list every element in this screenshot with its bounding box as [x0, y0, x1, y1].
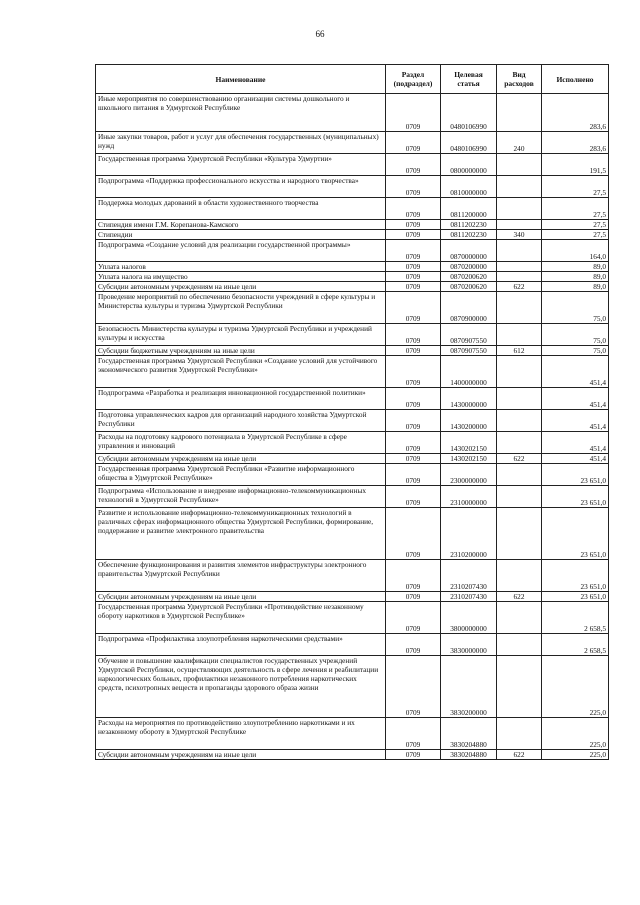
header-target: Целевая статья	[441, 65, 497, 94]
row-type	[497, 220, 542, 230]
row-amount: 23 651,0	[542, 592, 609, 602]
row-type	[497, 154, 542, 176]
row-name: Государственная программа Удмуртской Республики «Культура Удмуртии»	[96, 154, 386, 176]
row-type	[497, 356, 542, 388]
row-section: 0709	[386, 388, 441, 410]
row-section: 0709	[386, 486, 441, 508]
header-name: Наименование	[96, 65, 386, 94]
row-target: 0870907550	[441, 324, 497, 346]
row-name: Подпрограмма «Создание условий для реализации государственной программы»	[96, 240, 386, 262]
row-amount: 2 658,5	[542, 634, 609, 656]
row-type	[497, 508, 542, 560]
row-name: Подпрограмма «Разработка и реализация инновационной государственной политики»	[96, 388, 386, 410]
table-header-row	[96, 65, 609, 94]
row-amount: 27,5	[542, 230, 609, 240]
table-row	[96, 592, 609, 602]
table-row	[96, 324, 609, 346]
row-target: 3830204880	[441, 750, 497, 760]
row-amount: 23 651,0	[542, 560, 609, 592]
table-row	[96, 132, 609, 154]
row-amount: 23 651,0	[542, 464, 609, 486]
row-section: 0709	[386, 634, 441, 656]
row-target: 0800000000	[441, 154, 497, 176]
row-type	[497, 388, 542, 410]
row-type	[497, 272, 542, 282]
table-row	[96, 262, 609, 272]
row-name: Стипендия имени Г.М. Корепанова-Камского	[96, 220, 386, 230]
row-section: 0709	[386, 132, 441, 154]
row-section: 0709	[386, 356, 441, 388]
table-row	[96, 410, 609, 432]
row-type: 622	[497, 592, 542, 602]
row-amount: 283,6	[542, 132, 609, 154]
row-target: 1430200000	[441, 410, 497, 432]
table-row	[96, 176, 609, 198]
row-type: 612	[497, 346, 542, 356]
table-row	[96, 346, 609, 356]
row-name: Проведение мероприятий по обеспечению безопасности учреждений в сфере культуры и Министерства культуры и туризма Удмуртской Республики	[96, 292, 386, 324]
row-section: 0709	[386, 272, 441, 282]
row-amount: 27,5	[542, 176, 609, 198]
row-amount: 27,5	[542, 198, 609, 220]
row-name: Субсидии автономным учреждениям на иные цели	[96, 282, 386, 292]
row-type	[497, 432, 542, 454]
row-target: 0811202230	[441, 220, 497, 230]
row-type	[497, 634, 542, 656]
table-row	[96, 454, 609, 464]
table-row	[96, 356, 609, 388]
row-section: 0709	[386, 750, 441, 760]
row-type: 622	[497, 750, 542, 760]
row-name: Обеспечение функционирования и развития элементов инфраструктуры электронного правительства Удмуртской Республики	[96, 560, 386, 592]
row-section: 0709	[386, 324, 441, 346]
row-section: 0709	[386, 602, 441, 634]
row-name: Субсидии автономным учреждениям на иные цели	[96, 750, 386, 760]
row-section: 0709	[386, 198, 441, 220]
row-name: Субсидии бюджетным учреждениям на иные цели	[96, 346, 386, 356]
table-row	[96, 750, 609, 760]
row-target: 1430202150	[441, 432, 497, 454]
row-section: 0709	[386, 560, 441, 592]
row-amount: 89,0	[542, 282, 609, 292]
row-amount: 283,6	[542, 94, 609, 132]
row-target: 2300000000	[441, 464, 497, 486]
row-target: 0870200620	[441, 282, 497, 292]
table-row	[96, 388, 609, 410]
row-name: Подпрограмма «Использование и внедрение информационно-телекоммуникационных технологий в Удмуртской Республике»	[96, 486, 386, 508]
row-target: 3830000000	[441, 634, 497, 656]
row-name: Государственная программа Удмуртской Республики «Развитие информационного общества в Удмуртской Республике»	[96, 464, 386, 486]
table-row	[96, 602, 609, 634]
row-name: Уплата налогов	[96, 262, 386, 272]
row-name: Безопасность Министерства культуры и туризма Удмуртской Республики и учреждений культуры и искусства	[96, 324, 386, 346]
table-body	[96, 94, 609, 760]
row-section: 0709	[386, 656, 441, 718]
row-name: Поддержка молодых дарований в области художественного творчества	[96, 198, 386, 220]
header-section: Раздел (подраздел)	[386, 65, 441, 94]
row-target: 0810000000	[441, 176, 497, 198]
row-type: 622	[497, 454, 542, 464]
row-section: 0709	[386, 718, 441, 750]
table-row	[96, 230, 609, 240]
table-row	[96, 240, 609, 262]
table-row	[96, 282, 609, 292]
table-row	[96, 464, 609, 486]
table-row	[96, 656, 609, 718]
row-type	[497, 94, 542, 132]
row-section: 0709	[386, 508, 441, 560]
row-section: 0709	[386, 230, 441, 240]
table-row	[96, 272, 609, 282]
row-name: Иные закупки товаров, работ и услуг для обеспечения государственных (муниципальных) нужд	[96, 132, 386, 154]
row-name: Стипендии	[96, 230, 386, 240]
table-row	[96, 432, 609, 454]
header-executed: Исполнено	[542, 65, 609, 94]
row-amount: 75,0	[542, 324, 609, 346]
row-type	[497, 718, 542, 750]
row-target: 2310000000	[441, 486, 497, 508]
row-name: Иные мероприятия по совершенствованию организации системы дошкольного и школьного питания в Удмуртской Республике	[96, 94, 386, 132]
row-type	[497, 176, 542, 198]
table-row	[96, 154, 609, 176]
row-type	[497, 262, 542, 272]
row-target: 0870907550	[441, 346, 497, 356]
page-number: 66	[315, 29, 325, 39]
row-type	[497, 292, 542, 324]
row-name: Расходы на подготовку кадрового потенциала в Удмуртской Республике в сфере управления и инноваций	[96, 432, 386, 454]
row-target: 3830200000	[441, 656, 497, 718]
row-section: 0709	[386, 220, 441, 230]
row-type	[497, 602, 542, 634]
table-row	[96, 508, 609, 560]
row-target: 0870000000	[441, 240, 497, 262]
row-target: 0811200000	[441, 198, 497, 220]
row-amount: 164,0	[542, 240, 609, 262]
row-amount: 2 658,5	[542, 602, 609, 634]
row-name: Уплата налога на имущество	[96, 272, 386, 282]
row-name: Субсидии автономным учреждениям на иные цели	[96, 454, 386, 464]
row-section: 0709	[386, 240, 441, 262]
row-name: Подготовка управленческих кадров для организаций народного хозяйства Удмуртской Республики	[96, 410, 386, 432]
row-name: Обучение и повышение квалификации специалистов государственных учреждений Удмуртской Республики, осуществляющих деятельность в сфере лечения и реабилитации наркологических больных, профилактики незаконного потребления наркотических средств, психотропных веществ и пропаганды здорового образа жизни	[96, 656, 386, 718]
row-type	[497, 240, 542, 262]
row-type: 240	[497, 132, 542, 154]
row-type	[497, 410, 542, 432]
row-amount: 191,5	[542, 154, 609, 176]
row-target: 0480106990	[441, 94, 497, 132]
budget-table	[95, 64, 609, 760]
row-section: 0709	[386, 262, 441, 272]
row-section: 0709	[386, 346, 441, 356]
row-type	[497, 486, 542, 508]
row-section: 0709	[386, 464, 441, 486]
table-row	[96, 198, 609, 220]
row-name: Подпрограмма «Профилактика злоупотребления наркотическими средствами»	[96, 634, 386, 656]
row-target: 3830204880	[441, 718, 497, 750]
row-name: Развитие и использование информационно-телекоммуникационных технологий в различных сферах информационного общества Удмуртской Республики, формирование, поддержание и развитие электронного правительства	[96, 508, 386, 560]
row-target: 0870200620	[441, 272, 497, 282]
row-amount: 75,0	[542, 292, 609, 324]
row-amount: 75,0	[542, 346, 609, 356]
row-target: 2310207430	[441, 560, 497, 592]
table-row	[96, 486, 609, 508]
row-target: 2310207430	[441, 592, 497, 602]
row-amount: 451,4	[542, 388, 609, 410]
table-row	[96, 220, 609, 230]
row-section: 0709	[386, 592, 441, 602]
row-section: 0709	[386, 432, 441, 454]
row-amount: 23 651,0	[542, 486, 609, 508]
row-amount: 27,5	[542, 220, 609, 230]
row-section: 0709	[386, 154, 441, 176]
row-target: 1400000000	[441, 356, 497, 388]
row-section: 0709	[386, 94, 441, 132]
row-section: 0709	[386, 282, 441, 292]
row-section: 0709	[386, 454, 441, 464]
row-amount: 89,0	[542, 262, 609, 272]
row-name: Государственная программа Удмуртской Республики «Создание условий для устойчивого экономического развития Удмуртской Республики»	[96, 356, 386, 388]
table-row	[96, 94, 609, 132]
row-name: Субсидии автономным учреждениям на иные цели	[96, 592, 386, 602]
row-amount: 225,0	[542, 718, 609, 750]
row-type: 340	[497, 230, 542, 240]
table-row	[96, 560, 609, 592]
row-target: 0870200000	[441, 262, 497, 272]
row-section: 0709	[386, 410, 441, 432]
header-type: Вид расходов	[497, 65, 542, 94]
row-type	[497, 198, 542, 220]
row-target: 0480106990	[441, 132, 497, 154]
row-type: 622	[497, 282, 542, 292]
row-amount: 225,0	[542, 656, 609, 718]
row-section: 0709	[386, 176, 441, 198]
row-amount: 451,4	[542, 432, 609, 454]
row-amount: 451,4	[542, 454, 609, 464]
row-target: 1430202150	[441, 454, 497, 464]
row-amount: 225,0	[542, 750, 609, 760]
table-row	[96, 292, 609, 324]
row-target: 0870900000	[441, 292, 497, 324]
row-name: Подпрограмма «Поддержка профессионального искусства и народного творчества»	[96, 176, 386, 198]
row-type	[497, 560, 542, 592]
row-target: 0811202230	[441, 230, 497, 240]
row-type	[497, 656, 542, 718]
row-type	[497, 324, 542, 346]
row-section: 0709	[386, 292, 441, 324]
row-amount: 451,4	[542, 356, 609, 388]
row-target: 2310200000	[441, 508, 497, 560]
row-target: 3800000000	[441, 602, 497, 634]
row-amount: 451,4	[542, 410, 609, 432]
row-amount: 23 651,0	[542, 508, 609, 560]
row-name: Расходы на мероприятия по противодействию злоупотреблению наркотиками и их незаконному обороту в Удмуртской Республике	[96, 718, 386, 750]
row-amount: 89,0	[542, 272, 609, 282]
row-target: 1430000000	[441, 388, 497, 410]
table-row	[96, 718, 609, 750]
table-row	[96, 634, 609, 656]
row-name: Государственная программа Удмуртской Республики «Противодействие незаконному обороту наркотиков в Удмуртской Республике»	[96, 602, 386, 634]
row-type	[497, 464, 542, 486]
